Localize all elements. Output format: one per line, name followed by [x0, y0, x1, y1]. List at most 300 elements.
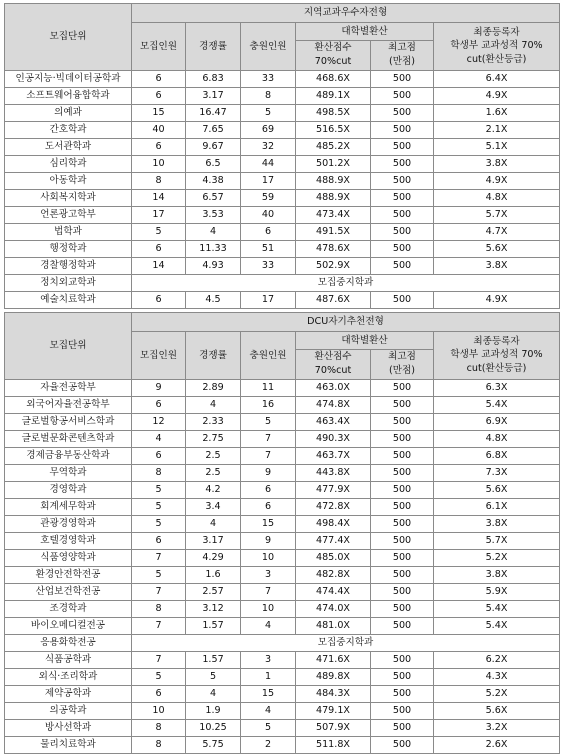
table-row	[5, 413, 560, 430]
quota-cell: 8	[132, 736, 186, 753]
score-cell: 468.6X	[296, 70, 371, 87]
header-score-line2: 70%cut	[314, 56, 352, 68]
total-cell: 1	[241, 668, 296, 685]
header-conv-group: 대학별환산	[296, 332, 434, 350]
table-row	[5, 549, 560, 566]
max-cell: 500	[371, 223, 434, 240]
max-cell: 500	[371, 104, 434, 121]
header-max-line2: (만점)	[388, 365, 416, 377]
dept-cell: 식품영양학과	[5, 549, 132, 566]
score-cell: 489.1X	[296, 87, 371, 104]
grade-cell: 5.2X	[434, 685, 560, 702]
grade-cell: 6.1X	[434, 498, 560, 515]
header-final	[434, 332, 560, 380]
grade-cell: 3.8X	[434, 257, 560, 274]
max-cell: 500	[371, 138, 434, 155]
header-final-title: 최종등록자	[473, 26, 520, 38]
total-cell: 7	[241, 430, 296, 447]
dept-cell: 아동학과	[5, 172, 132, 189]
grade-cell: 5.6X	[434, 481, 560, 498]
dept-cell: 글로벌문화콘텐츠학과	[5, 430, 132, 447]
grade-cell: 4.8X	[434, 430, 560, 447]
max-cell: 500	[371, 379, 434, 396]
header-dept: 모집단위	[5, 313, 132, 380]
max-cell: 500	[371, 736, 434, 753]
grade-cell: 3.8X	[434, 155, 560, 172]
grade-cell: 1.6X	[434, 104, 560, 121]
table-row	[5, 583, 560, 600]
total-cell: 3	[241, 566, 296, 583]
header-max	[371, 350, 434, 380]
header-total: 충원인원	[241, 23, 296, 71]
ratio-cell: 16.47	[186, 104, 241, 121]
total-cell: 6	[241, 481, 296, 498]
table-row	[5, 634, 560, 651]
quota-cell: 6	[132, 138, 186, 155]
ratio-cell: 6.5	[186, 155, 241, 172]
quota-cell: 6	[132, 532, 186, 549]
grade-cell: 5.9X	[434, 583, 560, 600]
grade-cell: 4.7X	[434, 223, 560, 240]
ratio-cell: 3.4	[186, 498, 241, 515]
header-score	[296, 350, 371, 380]
table-row	[5, 206, 560, 223]
total-cell: 33	[241, 70, 296, 87]
table-row	[5, 70, 560, 87]
table-row	[5, 172, 560, 189]
dept-cell: 외식·조리학과	[5, 668, 132, 685]
quota-cell: 10	[132, 702, 186, 719]
header-score-line1: 환산점수	[314, 42, 352, 53]
ratio-cell: 3.17	[186, 87, 241, 104]
admission-table-self-recommend	[4, 312, 560, 754]
dept-cell: 경영학과	[5, 481, 132, 498]
total-cell: 9	[241, 532, 296, 549]
quota-cell: 7	[132, 651, 186, 668]
grade-cell: 5.6X	[434, 240, 560, 257]
table-row	[5, 685, 560, 702]
total-cell: 4	[241, 702, 296, 719]
max-cell: 500	[371, 430, 434, 447]
max-cell: 500	[371, 685, 434, 702]
table-row	[5, 257, 560, 274]
max-cell: 500	[371, 617, 434, 634]
ratio-cell: 5.75	[186, 736, 241, 753]
score-cell: 463.4X	[296, 413, 371, 430]
dept-cell: 응용화학전공	[5, 634, 132, 651]
total-cell: 17	[241, 291, 296, 308]
total-cell: 32	[241, 138, 296, 155]
table-row	[5, 240, 560, 257]
total-cell: 7	[241, 583, 296, 600]
table-row	[5, 668, 560, 685]
ratio-cell: 4.5	[186, 291, 241, 308]
header-score	[296, 41, 371, 71]
table-row	[5, 104, 560, 121]
table-row	[5, 515, 560, 532]
max-cell: 500	[371, 464, 434, 481]
grade-cell: 3.2X	[434, 719, 560, 736]
quota-cell: 5	[132, 668, 186, 685]
ratio-cell: 9.67	[186, 138, 241, 155]
score-cell: 511.8X	[296, 736, 371, 753]
dept-cell: 예술치료학과	[5, 291, 132, 308]
quota-cell: 12	[132, 413, 186, 430]
max-cell: 500	[371, 719, 434, 736]
quota-cell: 40	[132, 121, 186, 138]
ratio-cell: 4.29	[186, 549, 241, 566]
ratio-cell: 4.2	[186, 481, 241, 498]
ratio-cell: 3.53	[186, 206, 241, 223]
score-cell: 498.4X	[296, 515, 371, 532]
table-row	[5, 223, 560, 240]
header-ratio: 경쟁률	[186, 332, 241, 380]
score-cell: 485.0X	[296, 549, 371, 566]
dept-cell: 도서관학과	[5, 138, 132, 155]
max-cell: 500	[371, 515, 434, 532]
ratio-cell: 1.57	[186, 617, 241, 634]
dept-cell: 물리치료학과	[5, 736, 132, 753]
grade-cell: 4.3X	[434, 668, 560, 685]
header-final-line1: 학생부 교과성적 70%	[450, 40, 543, 52]
dept-cell: 간호학과	[5, 121, 132, 138]
max-cell: 500	[371, 532, 434, 549]
header-dept: 모집단위	[5, 4, 132, 71]
score-cell: 474.8X	[296, 396, 371, 413]
grade-cell: 4.9X	[434, 87, 560, 104]
quota-cell: 6	[132, 396, 186, 413]
grade-cell: 5.4X	[434, 600, 560, 617]
grade-cell: 4.8X	[434, 189, 560, 206]
dept-cell: 제약공학과	[5, 685, 132, 702]
table-row	[5, 702, 560, 719]
total-cell: 40	[241, 206, 296, 223]
quota-cell: 6	[132, 87, 186, 104]
header-score-line2: 70%cut	[314, 365, 352, 377]
dept-cell: 방사선학과	[5, 719, 132, 736]
score-cell: 474.4X	[296, 583, 371, 600]
table-row	[5, 719, 560, 736]
quota-cell: 5	[132, 223, 186, 240]
table-row	[5, 447, 560, 464]
quota-cell: 7	[132, 617, 186, 634]
ratio-cell: 5	[186, 668, 241, 685]
dept-cell: 행정학과	[5, 240, 132, 257]
quota-cell: 5	[132, 515, 186, 532]
score-cell: 478.6X	[296, 240, 371, 257]
quota-cell: 8	[132, 600, 186, 617]
grade-cell: 6.4X	[434, 70, 560, 87]
header-final-line2: cut(환산등급)	[466, 363, 527, 375]
table-row	[5, 274, 560, 291]
grade-cell: 2.6X	[434, 736, 560, 753]
total-cell: 7	[241, 447, 296, 464]
dept-cell: 의공학과	[5, 702, 132, 719]
suspended-cell: 모집중지학과	[132, 634, 560, 651]
dept-cell: 인공지능·빅데이터공학과	[5, 70, 132, 87]
quota-cell: 6	[132, 70, 186, 87]
ratio-cell: 4	[186, 685, 241, 702]
total-cell: 16	[241, 396, 296, 413]
total-cell: 69	[241, 121, 296, 138]
max-cell: 500	[371, 583, 434, 600]
table-row	[5, 291, 560, 308]
score-cell: 507.9X	[296, 719, 371, 736]
quota-cell: 8	[132, 464, 186, 481]
ratio-cell: 11.33	[186, 240, 241, 257]
max-cell: 500	[371, 413, 434, 430]
total-cell: 8	[241, 87, 296, 104]
total-cell: 59	[241, 189, 296, 206]
ratio-cell: 4.38	[186, 172, 241, 189]
max-cell: 500	[371, 70, 434, 87]
total-cell: 17	[241, 172, 296, 189]
quota-cell: 6	[132, 447, 186, 464]
dept-cell: 환경안전학전공	[5, 566, 132, 583]
total-cell: 51	[241, 240, 296, 257]
score-cell: 463.0X	[296, 379, 371, 396]
dept-cell: 경찰행정학과	[5, 257, 132, 274]
grade-cell: 6.9X	[434, 413, 560, 430]
ratio-cell: 4	[186, 223, 241, 240]
grade-cell: 6.8X	[434, 447, 560, 464]
total-cell: 2	[241, 736, 296, 753]
max-cell: 500	[371, 481, 434, 498]
table-row	[5, 566, 560, 583]
total-cell: 5	[241, 413, 296, 430]
dept-cell: 정치외교학과	[5, 274, 132, 291]
max-cell: 500	[371, 240, 434, 257]
max-cell: 500	[371, 396, 434, 413]
ratio-cell: 1.6	[186, 566, 241, 583]
grade-cell: 7.3X	[434, 464, 560, 481]
quota-cell: 8	[132, 719, 186, 736]
ratio-cell: 2.89	[186, 379, 241, 396]
score-cell: 484.3X	[296, 685, 371, 702]
quota-cell: 4	[132, 430, 186, 447]
table-row	[5, 138, 560, 155]
total-cell: 6	[241, 498, 296, 515]
score-cell: 487.6X	[296, 291, 371, 308]
score-cell: 485.2X	[296, 138, 371, 155]
total-cell: 11	[241, 379, 296, 396]
score-cell: 477.4X	[296, 532, 371, 549]
ratio-cell: 2.75	[186, 430, 241, 447]
ratio-cell: 10.25	[186, 719, 241, 736]
grade-cell: 5.2X	[434, 549, 560, 566]
header-max-line2: (만점)	[388, 56, 416, 68]
table-row	[5, 379, 560, 396]
dept-cell: 조경학과	[5, 600, 132, 617]
total-cell: 5	[241, 719, 296, 736]
total-cell: 6	[241, 223, 296, 240]
max-cell: 500	[371, 257, 434, 274]
header-final	[434, 23, 560, 71]
max-cell: 500	[371, 155, 434, 172]
score-cell: 474.0X	[296, 600, 371, 617]
score-cell: 502.9X	[296, 257, 371, 274]
grade-cell: 4.9X	[434, 291, 560, 308]
total-cell: 33	[241, 257, 296, 274]
ratio-cell: 1.9	[186, 702, 241, 719]
dept-cell: 산업보건학전공	[5, 583, 132, 600]
header-total: 충원인원	[241, 332, 296, 380]
header-final-line2: cut(환산등급)	[466, 54, 527, 66]
dept-cell: 언론광고학부	[5, 206, 132, 223]
header-quota: 모집인원	[132, 332, 186, 380]
grade-cell: 5.4X	[434, 617, 560, 634]
max-cell: 500	[371, 549, 434, 566]
score-cell: 443.8X	[296, 464, 371, 481]
quota-cell: 14	[132, 189, 186, 206]
grade-cell: 5.6X	[434, 702, 560, 719]
ratio-cell: 7.65	[186, 121, 241, 138]
max-cell: 500	[371, 121, 434, 138]
ratio-cell: 4	[186, 396, 241, 413]
score-cell: 501.2X	[296, 155, 371, 172]
quota-cell: 7	[132, 583, 186, 600]
score-cell: 479.1X	[296, 702, 371, 719]
ratio-cell: 3.17	[186, 532, 241, 549]
max-cell: 500	[371, 172, 434, 189]
header-final-line1: 학생부 교과성적 70%	[450, 349, 543, 361]
grade-cell: 6.3X	[434, 379, 560, 396]
ratio-cell: 2.5	[186, 447, 241, 464]
dept-cell: 외국어자율전공학부	[5, 396, 132, 413]
score-cell: 489.8X	[296, 668, 371, 685]
table-row	[5, 498, 560, 515]
dept-cell: 호텔경영학과	[5, 532, 132, 549]
max-cell: 500	[371, 447, 434, 464]
dept-cell: 소프트웨어융합학과	[5, 87, 132, 104]
header-max	[371, 41, 434, 71]
total-cell: 15	[241, 515, 296, 532]
grade-cell: 5.7X	[434, 532, 560, 549]
ratio-cell: 2.33	[186, 413, 241, 430]
max-cell: 500	[371, 566, 434, 583]
grade-cell: 5.1X	[434, 138, 560, 155]
table-row	[5, 600, 560, 617]
grade-cell: 3.8X	[434, 566, 560, 583]
quota-cell: 5	[132, 498, 186, 515]
header-max-line1: 최고점	[388, 42, 416, 53]
max-cell: 500	[371, 189, 434, 206]
table-row	[5, 481, 560, 498]
dept-cell: 심리학과	[5, 155, 132, 172]
ratio-cell: 2.57	[186, 583, 241, 600]
dept-cell: 경제금융부동산학과	[5, 447, 132, 464]
quota-cell: 5	[132, 481, 186, 498]
quota-cell: 5	[132, 566, 186, 583]
score-cell: 488.9X	[296, 172, 371, 189]
table-row	[5, 189, 560, 206]
grade-cell: 2.1X	[434, 121, 560, 138]
table-row	[5, 736, 560, 753]
header-quota: 모집인원	[132, 23, 186, 71]
table-row	[5, 430, 560, 447]
score-cell: 498.5X	[296, 104, 371, 121]
quota-cell: 6	[132, 685, 186, 702]
score-cell: 491.5X	[296, 223, 371, 240]
grade-cell: 3.8X	[434, 515, 560, 532]
header-final-title: 최종등록자	[473, 335, 520, 347]
max-cell: 500	[371, 651, 434, 668]
dept-cell: 법학과	[5, 223, 132, 240]
header-score-line1: 환산점수	[314, 351, 352, 362]
quota-cell: 14	[132, 257, 186, 274]
quota-cell: 17	[132, 206, 186, 223]
max-cell: 500	[371, 206, 434, 223]
suspended-cell: 모집중지학과	[132, 274, 560, 291]
table-row	[5, 651, 560, 668]
dept-cell: 바이오메디컬전공	[5, 617, 132, 634]
ratio-cell: 2.5	[186, 464, 241, 481]
ratio-cell: 6.83	[186, 70, 241, 87]
grade-cell: 4.9X	[434, 172, 560, 189]
score-cell: 471.6X	[296, 651, 371, 668]
table-row	[5, 396, 560, 413]
table-row	[5, 155, 560, 172]
table-row	[5, 464, 560, 481]
track-title: 지역교과우수자전형	[132, 4, 560, 23]
quota-cell: 10	[132, 155, 186, 172]
grade-cell: 5.4X	[434, 396, 560, 413]
table-row	[5, 617, 560, 634]
total-cell: 10	[241, 600, 296, 617]
total-cell: 10	[241, 549, 296, 566]
dept-cell: 회계세무학과	[5, 498, 132, 515]
total-cell: 9	[241, 464, 296, 481]
dept-cell: 사회복지학과	[5, 189, 132, 206]
header-max-line1: 최고점	[388, 351, 416, 362]
quota-cell: 7	[132, 549, 186, 566]
score-cell: 490.3X	[296, 430, 371, 447]
ratio-cell: 1.57	[186, 651, 241, 668]
dept-cell: 식품공학과	[5, 651, 132, 668]
total-cell: 15	[241, 685, 296, 702]
table-row	[5, 121, 560, 138]
dept-cell: 글로벌항공서비스학과	[5, 413, 132, 430]
max-cell: 500	[371, 668, 434, 685]
score-cell: 472.8X	[296, 498, 371, 515]
header-conv-group: 대학별환산	[296, 23, 434, 41]
score-cell: 463.7X	[296, 447, 371, 464]
score-cell: 488.9X	[296, 189, 371, 206]
quota-cell: 6	[132, 240, 186, 257]
ratio-cell: 4.93	[186, 257, 241, 274]
ratio-cell: 4	[186, 515, 241, 532]
score-cell: 482.8X	[296, 566, 371, 583]
dept-cell: 자율전공학부	[5, 379, 132, 396]
table-row	[5, 532, 560, 549]
ratio-cell: 6.57	[186, 189, 241, 206]
quota-cell: 9	[132, 379, 186, 396]
max-cell: 500	[371, 600, 434, 617]
dept-cell: 의예과	[5, 104, 132, 121]
header-ratio: 경쟁률	[186, 23, 241, 71]
total-cell: 4	[241, 617, 296, 634]
quota-cell: 8	[132, 172, 186, 189]
dept-cell: 관광경영학과	[5, 515, 132, 532]
score-cell: 516.5X	[296, 121, 371, 138]
total-cell: 44	[241, 155, 296, 172]
max-cell: 500	[371, 498, 434, 515]
admission-table-regional	[4, 3, 560, 309]
quota-cell: 15	[132, 104, 186, 121]
grade-cell: 5.7X	[434, 206, 560, 223]
quota-cell: 6	[132, 291, 186, 308]
max-cell: 500	[371, 87, 434, 104]
